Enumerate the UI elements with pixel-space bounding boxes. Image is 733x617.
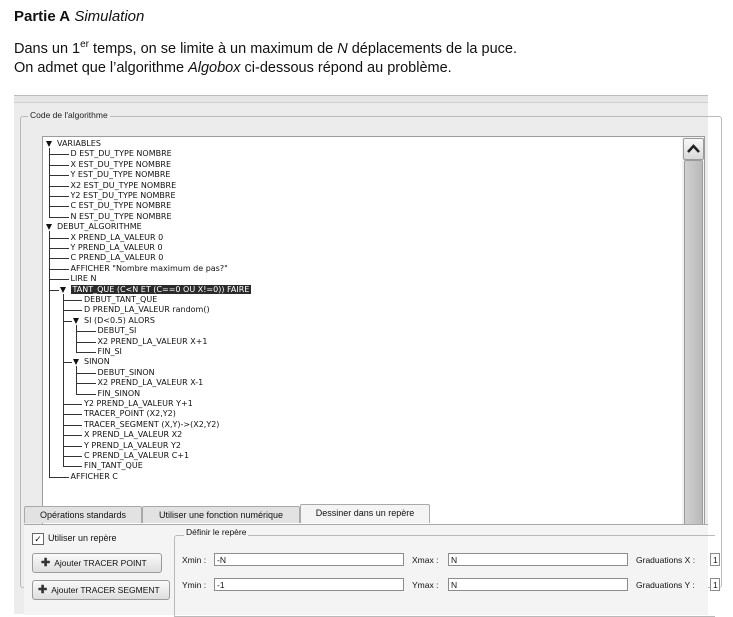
expand-triangle-icon[interactable] — [46, 224, 52, 230]
grad-y-field[interactable]: 1 — [710, 578, 720, 591]
repere-panel — [24, 524, 718, 615]
tree-node-label: D EST_DU_TYPE NOMBRE — [70, 149, 172, 159]
tree-node[interactable] — [84, 420, 219, 430]
tree-node[interactable] — [84, 305, 210, 315]
tree-node-label: DEBUT_SI — [97, 326, 137, 336]
tab-fonction-numerique[interactable]: Utiliser une fonction numérique — [142, 506, 300, 523]
tree-node-label: C EST_DU_TYPE NOMBRE — [70, 201, 172, 211]
tab-operations-standards[interactable]: Opérations standards — [24, 506, 142, 523]
tree-node[interactable] — [84, 430, 182, 440]
grad-x-field[interactable]: 1 — [710, 553, 720, 566]
tree-node-label: SINON — [84, 357, 110, 367]
tree-connector — [49, 231, 50, 477]
tree-connector — [49, 217, 69, 218]
tree-node-label: AFFICHER C — [70, 471, 118, 481]
tree-connector — [49, 186, 69, 187]
tree-node-label: N EST_DU_TYPE NOMBRE — [70, 211, 172, 221]
tree-connector — [49, 238, 69, 239]
tree-node[interactable] — [98, 337, 208, 347]
tree-node-label: DEBUT_ALGORITHME — [57, 222, 142, 232]
grad-x-label: Graduations X : — [636, 555, 696, 565]
plus-icon: ✚ — [41, 557, 51, 569]
tree-node-label: X2 PREND_LA_VALEUR X-1 — [97, 378, 204, 388]
tree-node[interactable] — [84, 461, 143, 471]
tree-connector — [63, 435, 83, 436]
tree-connector — [76, 394, 96, 395]
tree-connector — [63, 456, 83, 457]
tree-node[interactable] — [98, 378, 204, 388]
tree-node[interactable] — [98, 326, 137, 336]
tree-node-label: SI (D<0.5) ALORS — [84, 315, 155, 325]
tree-node[interactable] — [71, 160, 172, 170]
tree-node[interactable] — [71, 181, 177, 191]
tree-node[interactable] — [84, 295, 157, 305]
tree-connector — [63, 321, 73, 322]
tree-connector — [63, 446, 83, 447]
tree-connector — [76, 331, 96, 332]
tree-node-label: TANT_QUE (C<N ET (C==0 OU X!=0)) FAIRE — [72, 284, 250, 294]
plus-icon: ✚ — [38, 584, 48, 596]
code-groupbox-label: Code de l'algorithme — [30, 110, 108, 120]
tree-scrollbar[interactable] — [682, 136, 705, 584]
tree-node-label: D PREND_LA_VALEUR random() — [84, 305, 210, 315]
tree-node-label: Y PREND_LA_VALEUR Y2 — [84, 440, 182, 450]
tree-connector — [49, 290, 59, 291]
expand-triangle-icon[interactable] — [73, 359, 79, 365]
ymin-label: Ymin : — [182, 580, 207, 590]
add-tracer-segment-button[interactable]: ✚ Ajouter TRACER SEGMENT — [32, 580, 170, 600]
part-title: Simulation — [74, 8, 145, 25]
repere-groupbox — [174, 535, 715, 617]
tree-node[interactable] — [71, 264, 228, 274]
tree-node-label: X PREND_LA_VALEUR X2 — [84, 430, 183, 440]
tree-node[interactable] — [84, 451, 189, 461]
tree-connector — [63, 425, 83, 426]
xmin-field[interactable]: -N — [214, 553, 404, 566]
tree-node[interactable] — [84, 399, 193, 409]
tree-connector — [76, 366, 77, 393]
intro-line-2: On admet que l’algorithme Algobox ci-dessous répond au problème. — [14, 60, 452, 76]
tree-branch-node[interactable] — [57, 139, 101, 149]
tree-node[interactable] — [98, 389, 141, 399]
tree-node-label: FIN_SI — [97, 347, 122, 356]
tree-node-label: Y EST_DU_TYPE NOMBRE — [70, 170, 171, 180]
tree-node[interactable] — [71, 191, 176, 201]
tree-node-label: X PREND_LA_VALEUR 0 — [70, 232, 164, 242]
tree-node[interactable] — [71, 170, 171, 180]
ymax-field[interactable]: N — [448, 578, 628, 591]
section-header — [14, 8, 144, 25]
tree-node-label: DEBUT_TANT_QUE — [84, 295, 158, 304]
tree-connector — [63, 294, 64, 467]
tree-node-label: X EST_DU_TYPE NOMBRE — [70, 159, 172, 169]
tree-node-label: C PREND_LA_VALEUR C+1 — [84, 451, 190, 460]
scroll-up-button[interactable] — [683, 138, 704, 160]
use-repere-checkbox[interactable]: ✓ — [32, 533, 44, 545]
repere-groupbox-label: Définir le repère — [186, 527, 247, 537]
tree-node-label: X2 EST_DU_TYPE NOMBRE — [70, 180, 177, 190]
tree-node-label: TRACER_SEGMENT (X,Y)->(X2,Y2) — [84, 419, 220, 429]
tree-node-label: DEBUT_SINON — [97, 367, 155, 377]
part-label: Partie A — [14, 8, 71, 25]
tree-node-label: FIN_TANT_QUE — [84, 461, 143, 471]
use-repere-label: Utiliser un repère — [48, 533, 117, 543]
expand-triangle-icon[interactable] — [73, 318, 79, 324]
tree-connector — [63, 466, 83, 467]
tree-connector — [49, 477, 69, 478]
tab-dessiner-repere[interactable]: Dessiner dans un repère — [300, 504, 430, 523]
expand-triangle-icon[interactable] — [46, 141, 52, 147]
add-tracer-point-button[interactable]: ✚ Ajouter TRACER POINT — [32, 553, 162, 573]
tree-connector — [49, 279, 69, 280]
tree-connector — [63, 362, 73, 363]
tree-connector — [76, 373, 96, 374]
tree-connector — [49, 206, 69, 207]
tree-connector — [49, 148, 50, 217]
xmin-label: Xmin : — [182, 555, 207, 565]
tree-node[interactable] — [71, 253, 164, 263]
tree-connector — [63, 414, 83, 415]
tree-connector — [76, 325, 77, 352]
grad-y-label: Graduations Y : — [636, 580, 695, 590]
intro-line-1: Dans un 1er temps, on se limite à un maximum de N déplacements de la puce. — [14, 39, 517, 57]
tree-connector — [76, 352, 96, 353]
chevron-up-icon — [684, 139, 703, 159]
tree-connector — [49, 175, 69, 176]
tree-connector — [49, 248, 69, 249]
tree-node[interactable] — [71, 233, 164, 243]
tree-node-label: Y2 PREND_LA_VALEUR Y+1 — [84, 399, 193, 408]
tree-node[interactable] — [84, 441, 181, 451]
scroll-thumb[interactable] — [684, 160, 703, 560]
tree-node[interactable] — [71, 243, 163, 253]
tree-connector — [63, 300, 83, 301]
tree-node[interactable] — [71, 274, 97, 284]
tree-connector — [49, 154, 69, 155]
tree-node[interactable] — [71, 149, 172, 159]
ymax-label: Ymax : — [412, 580, 439, 590]
tree-node[interactable] — [71, 201, 172, 211]
tree-node-label: FIN_SINON — [97, 388, 141, 398]
tree-node[interactable] — [84, 409, 176, 419]
ymin-field[interactable]: -1 — [214, 578, 404, 591]
tree-node[interactable] — [71, 212, 172, 222]
tree-node[interactable] — [98, 368, 155, 378]
xmax-label: Xmax : — [412, 555, 439, 565]
tree-connector — [63, 404, 83, 405]
tree-node-label: Y PREND_LA_VALEUR 0 — [70, 243, 163, 252]
tree-branch-node[interactable] — [84, 316, 155, 326]
tree-node[interactable] — [71, 472, 118, 482]
tree-node-label: AFFICHER "Nombre maximum de pas?" — [70, 263, 228, 273]
tree-connector — [76, 342, 96, 343]
tree-branch-node[interactable] — [57, 222, 142, 232]
tree-connector — [63, 310, 83, 311]
tree-node-label: X2 PREND_LA_VALEUR X+1 — [97, 336, 208, 346]
tree-node-label: TRACER_POINT (X2,Y2) — [84, 409, 176, 419]
tree-branch-node[interactable] — [71, 285, 252, 295]
tree-node-label: VARIABLES — [57, 139, 101, 148]
tree-connector — [49, 258, 69, 259]
tree-node[interactable] — [98, 347, 122, 357]
window-top-strip — [14, 96, 708, 103]
tree-node-label: Y2 EST_DU_TYPE NOMBRE — [70, 191, 176, 200]
tree-connector — [49, 165, 69, 166]
tree-branch-node[interactable] — [84, 357, 110, 367]
tree-connector — [49, 196, 69, 197]
algobox-window — [14, 95, 718, 614]
expand-triangle-icon[interactable] — [60, 287, 66, 293]
tree-connector — [49, 269, 69, 270]
tree-connector — [76, 383, 96, 384]
xmax-field[interactable]: N — [448, 553, 628, 566]
tree-node-label: LIRE N — [70, 274, 97, 284]
tree-node-label: C PREND_LA_VALEUR 0 — [70, 253, 164, 263]
